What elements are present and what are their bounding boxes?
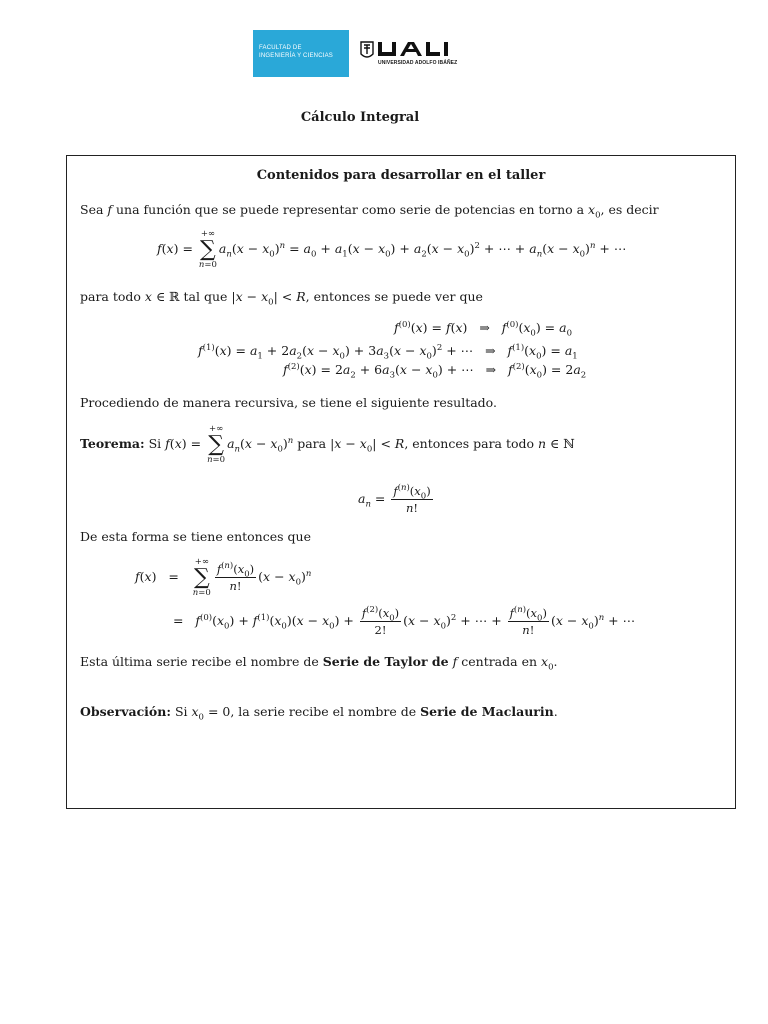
faculty-logo-line1: FACULTAD DE <box>259 45 302 51</box>
document-title: Cálculo Integral <box>300 110 420 125</box>
taylor-prefix: Esta última serie recibe el nombre de <box>80 654 319 669</box>
power-series-formula: f(x) = +∞ ∑ n=0 $a_n(x - x_0)^n = a_0 + a_1(x - x_0) + a_2(x - x_0)^2$ + ⋯ + $a_n(x - x_0)^n$ + ⋯ <box>157 229 627 270</box>
maclaurin-name: Serie de Maclaurin <box>420 704 554 719</box>
observation-label: Observación: <box>80 704 171 719</box>
taylor-series-line2: = $f^{(0)}(x_0) + f^{(1)}(x_0)(x - x_0)$ + $\frac{f^{(2)}(x_0)}{2!}$ $(x - x_0)^2$ + ⋯ + $\frac{f^{(n)}(x_0)}{n!}$ $(x - x_0)^n$ + ⋯ <box>173 605 636 637</box>
university-logo <box>358 38 458 72</box>
box-title: Contenidos para desarrollar en el taller <box>256 168 546 183</box>
radius-paragraph: para todo x ∈ ℝ tal que $|x - x_0| < R$, entonces se puede ver que <box>80 289 483 308</box>
observation-paragraph: Observación: Si $x_0 = 0$, la serie recibe el nombre de Serie de Maclaurin. <box>80 704 558 723</box>
faculty-logo <box>253 30 349 77</box>
theorem: Teorema: Si f(x) = +∞ ∑ n=0 $a_n(x - x_0)^n$ para $|x - x_0| < R$, entonces para todo n ∈ ℕ <box>80 424 575 465</box>
intro-paragraph: Sea f una función que se puede representar como serie de potencias en torno a $x_0$, es decir <box>80 202 659 221</box>
consequence-paragraph: De esta forma se tiene entonces que <box>80 529 311 544</box>
taylor-series-line1: f(x) = +∞ ∑ n=0 $\frac{f^{(n)}(x_0)}{n!}$ $(x - x_0)^n$ <box>135 557 312 598</box>
university-crest-icon <box>361 42 373 57</box>
faculty-logo-line2: INGENIERÍA Y CIENCIAS <box>259 53 333 59</box>
recursive-paragraph: Procediendo de manera recursiva, se tiene el siguiente resultado. <box>80 395 497 410</box>
theorem-label: Teorema: <box>80 436 145 451</box>
derivative-eq-2: $f^{(2)}(x) = 2a_2 + 6a_3(x - x_0)$ + ⋯ ⇒ $f^{(2)}(x_0) = 2a_2$ <box>283 361 587 381</box>
coefficient-formula: $a_n$ = $\frac{f^{(n)}(x_0)}{n!}$ <box>358 483 431 515</box>
derivative-eq-0: $f^{(0)}(x) = f(x)$ ⇒ $f^{(0)}(x_0) = a_0$ <box>394 319 572 339</box>
taylor-paragraph: Esta última serie recibe el nombre de Serie de Taylor de f centrada en $x_0$. <box>80 654 558 673</box>
derivative-eq-1: $f^{(1)}(x) = a_1 + 2a_2(x - x_0) + 3a_3(x - x_0)^2$ + ⋯ ⇒ $f^{(1)}(x_0) = a_1$ <box>198 342 578 362</box>
uai-wordmark-icon <box>378 42 448 56</box>
taylor-name: Serie de Taylor de <box>322 654 449 669</box>
university-name: UNIVERSIDAD ADOLFO IBÁÑEZ <box>378 60 458 66</box>
